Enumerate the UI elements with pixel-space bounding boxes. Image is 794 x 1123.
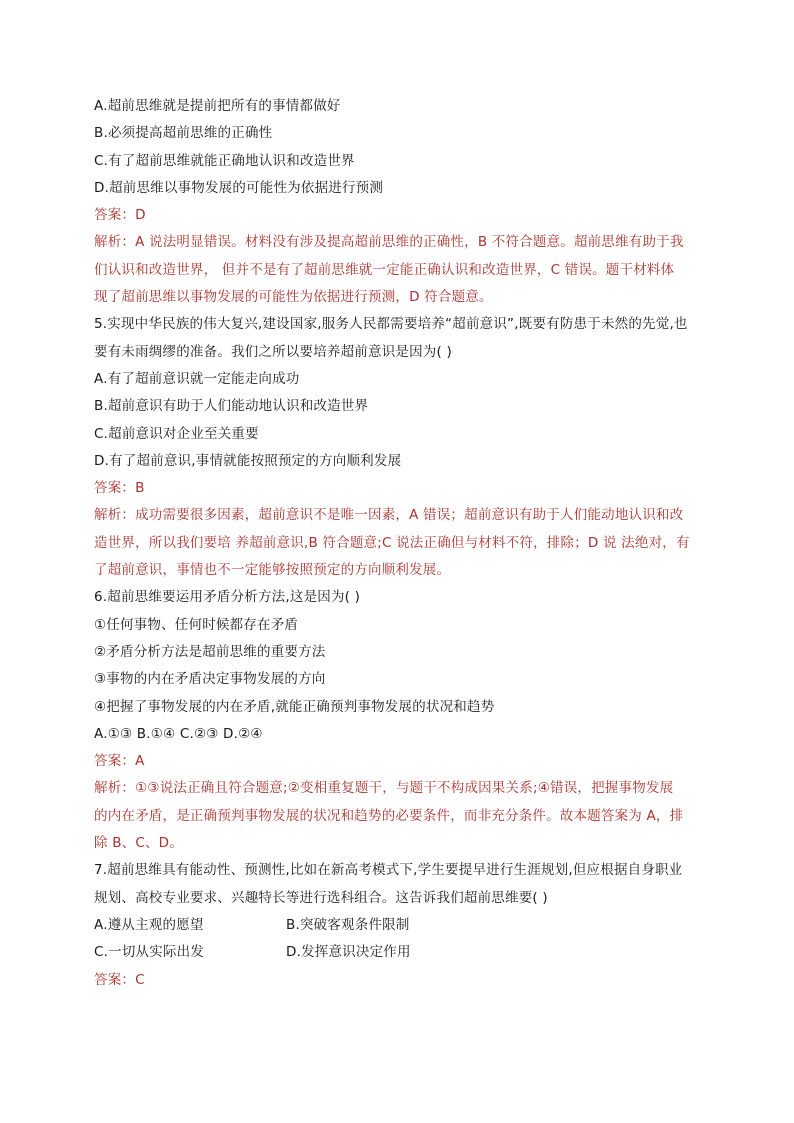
text-line: 要有未雨绸缪的准备。我们之所以要培养超前意识是因为( ) [94, 343, 452, 360]
answer-analysis-line: 解析：成功需要很多因素，超前意识不是唯一因素，A 错误；超前意识有助于人们能动地认识和改 [94, 507, 684, 524]
document-body [94, 93, 700, 912]
answer-analysis-line: 答案：D [94, 207, 146, 224]
text-line: D.有了超前意识,事情就能按照预定的方向顺利发展 [94, 452, 402, 469]
answer-analysis-line: 除 B、C、D。 [94, 835, 183, 852]
text-line: B.必须提高超前思维的正确性 [94, 125, 273, 142]
q7-options-row-2 [94, 939, 700, 966]
answer-analysis-line: 答案：A [94, 753, 145, 770]
text-line: C.有了超前思维就能正确地认识和改造世界 [94, 152, 355, 169]
answer-analysis-line: 解析：①③说法正确且符合题意;②变相重复题干，与题干不构成因果关系;④错误，把握事物发展 [94, 780, 674, 797]
text-line: A.①③ B.①④ C.②③ D.②④ [94, 725, 263, 742]
q7-option-a: A.遵从主观的愿望 [94, 916, 204, 933]
text-line: ③事物的内在矛盾决定事物发展的方向 [94, 671, 326, 688]
document-page [94, 93, 700, 994]
answer-analysis-line: 的内在矛盾，是正确预判事物发展的状况和趋势的必要条件，而非充分条件。故本题答案为 A，排 [94, 807, 684, 824]
q7-option-b: B.突破客观条件限制 [286, 916, 410, 933]
answer-analysis-line: 了超前意识，事情也不一定能够按照预定的方向顺利发展。 [94, 562, 451, 579]
text-line: 6.超前思维要运用矛盾分析方法,这是因为( ) [94, 589, 361, 606]
text-line: A.有了超前意识就一定能走向成功 [94, 370, 300, 387]
q7-answer: 答案：C [94, 971, 145, 988]
text-line: 7.超前思维具有能动性、预测性,比如在新高考模式下,学生要提早进行生涯规划,但应根据自身职业 [94, 862, 683, 879]
text-line: A.超前思维就是提前把所有的事情都做好 [94, 98, 341, 114]
answer-analysis-line: 答案：B [94, 480, 145, 497]
text-line: 规划、高校专业要求、兴趣特长等进行选科组合。这告诉我们超前思维要( ) [94, 889, 548, 906]
text-line: 5.实现中华民族的伟大复兴,建设国家,服务人民都需要培养“超前意识”,既要有防患于未然的先觉,也 [94, 316, 688, 333]
answer-analysis-line: 解析：A 说法明显错误。材料没有涉及提高超前思维的正确性，B 不符合题意。超前思维有助于我 [94, 234, 684, 251]
text-line: B.超前意识有助于人们能动地认识和改造世界 [94, 398, 369, 415]
q7-option-d: D.发挥意识决定作用 [286, 944, 411, 961]
q7-option-c: C.一切从实际出发 [94, 944, 205, 961]
text-line: D.超前思维以事物发展的可能性为依据进行预测 [94, 179, 384, 196]
q7-options-row-1 [94, 912, 700, 939]
answer-analysis-line: 们认识和改造世界， 但并不是有了超前思维就一定能正确认识和改造世界，C 错误。题干材料体 [94, 261, 675, 278]
text-line: ②矛盾分析方法是超前思维的重要方法 [94, 643, 326, 660]
answer-analysis-line: 现了超前思维以事物发展的可能性为依据进行预测，D 符合题意。 [94, 289, 493, 306]
text-line: ④把握了事物发展的内在矛盾,就能正确预判事物发展的状况和趋势 [94, 698, 495, 715]
text-line: ①任何事物、任何时候都存在矛盾 [94, 616, 299, 633]
answer-analysis-line: 造世界，所以我们要培 养超前意识,B 符合题意;C 说法正确但与材料不符，排除；D 说 法绝对，有 [94, 534, 690, 551]
text-line: C.超前意识对企业至关重要 [94, 425, 259, 442]
